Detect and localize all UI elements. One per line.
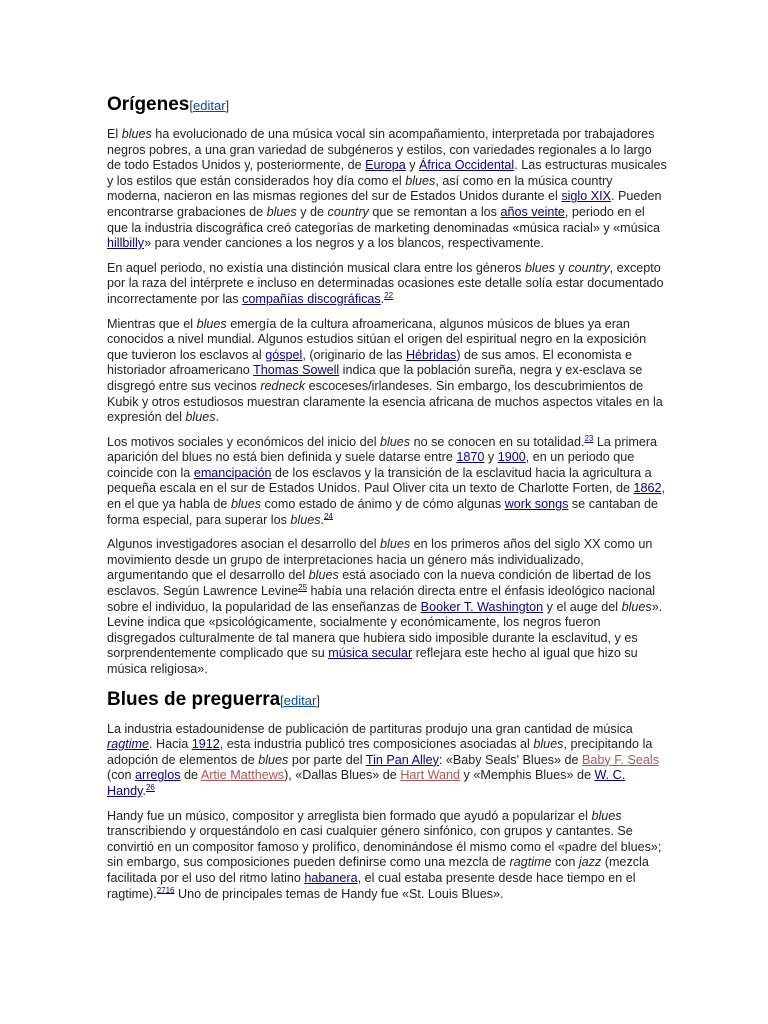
section-heading-blues-de-preguerra [107, 687, 667, 714]
text: transcribiendo y orquestándolo en casi cualquier género sinfónico, con grupos y cantantes. Se convirtió en un compositor famoso y prolífico, denominándose él mismo como el «padre del blues»; sin embargo, sus composiciones pueden definirse como una mezcla de [107, 824, 662, 870]
paragraph [107, 127, 667, 252]
text: que se remontan a los [368, 204, 501, 219]
text: . [142, 783, 146, 798]
link-artie-matthews[interactable]: Artie Matthews [200, 768, 285, 783]
italic-link-text: ragtime [107, 737, 149, 752]
link-booker-t-washington[interactable]: Booker T. Washington [420, 599, 544, 614]
text: . [380, 291, 385, 306]
reference [384, 291, 393, 300]
article-content [107, 92, 667, 911]
text: no se conocen en su totalidad. [410, 434, 585, 449]
text: » para vender canciones a los negros y a los blancos, respectivamente. [144, 236, 544, 251]
text: La primera aparición del blues no está bien definida y suele datarse entre [107, 434, 658, 465]
text: y [555, 260, 569, 275]
text: y [484, 450, 498, 465]
link-anos-veinte[interactable]: años veinte [500, 204, 565, 219]
italic-text: blues [380, 537, 411, 552]
reference-link[interactable]: 25 [298, 582, 308, 592]
italic-text: blues [121, 127, 152, 141]
italic-text: blues [405, 173, 436, 188]
text: ha evolucionado de una música vocal sin acompañamiento, interpretada por trabajadores negros pobres, a una gran variedad de subgéneros y estilos, con variedades regionales a lo largo de todo Estados Unidos y, posteriormente, de [107, 127, 655, 173]
text: En aquel periodo, no existía una distinción musical clara entre los géneros [107, 260, 525, 275]
edit-section-link-wrapper [280, 693, 320, 708]
italic-text: blues [258, 752, 289, 767]
reference [146, 783, 155, 792]
text: , en un periodo que coincide con la [107, 450, 635, 480]
text: La industria estadounidense de publicación de partituras produjo una gran cantidad de música [107, 721, 633, 736]
text: El [107, 127, 122, 141]
link-emancipacion[interactable]: emancipación [193, 465, 272, 480]
edit-section-link[interactable]: editar [283, 692, 317, 708]
reference [324, 511, 333, 520]
paragraph [107, 435, 667, 529]
reference [298, 583, 307, 592]
text: está asociado con la nueva condición de libertad de los esclavos. Según Lawrence Levine [107, 568, 652, 599]
text: , así como en la música country moderna, nacieron en las mismas regiones del sur de Estados Unidos durante el [107, 173, 613, 204]
text: como estado de ánimo y de cómo algunas [261, 497, 505, 512]
text: de los esclavos y la transición de la esclavitud hacia la agricultura a pequeña escala en el sur de Estados Unidos. Paul Oliver cita un texto de Charlotte Forten, de [107, 465, 652, 496]
text: . [320, 512, 325, 527]
text: , periodo en el que la industria discográfica creó categorías de marketing denominadas «música racial» y «música [107, 204, 661, 235]
text: , (originario de las [302, 347, 406, 362]
reference [157, 885, 175, 894]
text: escoceses/irlandeses. Sin embargo, los descubrimientos de Kubik y otros estudiosos muestran claramente la esencia africana de muchos aspectos vitales en la expresión del [107, 378, 663, 425]
italic-text: blues [230, 497, 262, 512]
reference-link[interactable]: 22 [384, 290, 394, 300]
link-companias-discograficas[interactable]: compañías discográficas [242, 291, 381, 306]
section-title: Blues de preguerra [107, 688, 281, 710]
link-1912[interactable]: 1912 [191, 737, 220, 752]
link-work-songs[interactable]: work songs [504, 497, 569, 512]
text: Uno de principales temas de Handy fue «St. Louis Blues». [174, 886, 504, 901]
link-1900[interactable]: 1900 [497, 450, 526, 465]
italic-text: blues [591, 808, 622, 823]
italic-text: country [568, 260, 610, 275]
edit-section-link[interactable]: editar [193, 98, 226, 113]
italic-text: blues [308, 568, 339, 583]
italic-text: blues [524, 260, 556, 275]
link-w-c-handy[interactable]: W. C. Handy [107, 768, 626, 798]
text: Algunos investigadores asocian el desarrollo del [107, 537, 381, 552]
italic-text: country [327, 204, 369, 219]
link-siglo-xix[interactable]: siglo XIX [561, 189, 612, 204]
italic-text: blues [266, 204, 297, 219]
italic-text: blues [196, 316, 227, 331]
link-1870[interactable]: 1870 [456, 450, 485, 465]
reference-link[interactable]: 24 [324, 511, 333, 521]
link-habanera[interactable]: habanera [304, 870, 358, 885]
paragraph [107, 809, 667, 903]
link-ragtime[interactable] [107, 737, 149, 751]
link-1862[interactable]: 1862 [633, 481, 662, 496]
text: y [405, 158, 420, 173]
text: (con [107, 768, 135, 783]
text: y de [296, 204, 328, 219]
bracket-close: ] [316, 692, 320, 708]
text: ». Levine indica que «psicológicamente, socialmente y económicamente, los negros fueron disgregados culturalmente de tal manera que hubiera sido imposible durante la esclavitud, y es sorprendentemente complicado que su [107, 599, 663, 661]
link-musica-secular[interactable]: música secular [328, 646, 413, 661]
text: , excepto por la raza del intérprete e incluso en determinadas ocasiones este detalle solía estar documentado incorrectamente por las [107, 260, 664, 306]
text: . Hacia [149, 737, 192, 752]
link-thomas-sowell[interactable]: Thomas Sowell [253, 363, 340, 378]
text: se cantaban de forma especial, para superar los [107, 497, 659, 527]
bracket-open: [ [189, 98, 193, 113]
bracket-open: [ [280, 692, 284, 708]
link-hart-wand[interactable]: Hart Wand [400, 768, 461, 783]
text: , el cual estaba presente desde hace tiempo en el ragtime). [107, 870, 636, 901]
paragraph [107, 317, 667, 426]
text: . Pueden encontrarse grabaciones de [107, 189, 662, 219]
link-europa[interactable]: Europa [365, 158, 406, 173]
text: Mientras que el [107, 316, 197, 331]
italic-text: blues [380, 434, 411, 449]
italic-text: jazz [578, 855, 602, 870]
text: había una relación directa entre el énfasis ideológico nacional sobre el individuo, la popularidad de las enseñanzas de [107, 584, 656, 614]
text: , precipitando la adopción de elementos de [107, 737, 653, 767]
text: en los primeros años del siglo XX como un movimiento desde un grupo de interpretaciones hacia un género más individualizado, argumentando que el desarrollo del [107, 537, 653, 583]
paragraph [107, 722, 667, 800]
text: de [180, 768, 201, 783]
text: reflejara este hecho al igual que hizo su música religiosa». [107, 646, 638, 676]
section-heading-origenes [107, 92, 667, 119]
text: y el auge del [543, 599, 622, 614]
text: , esta industria publicó tres composiciones asociadas al [219, 737, 534, 752]
italic-text: blues [185, 410, 216, 425]
italic-text: redneck [260, 378, 306, 393]
italic-text: blues [533, 737, 564, 752]
italic-text: blues [290, 512, 321, 527]
text: con [551, 855, 579, 870]
reference-link[interactable]: 23 [584, 433, 594, 443]
reference-link[interactable]: 26 [145, 782, 155, 792]
paragraph [107, 537, 667, 677]
link-gospel[interactable]: góspel [265, 347, 303, 362]
text: . [215, 410, 220, 425]
link-hebridas[interactable]: Hébridas [405, 347, 457, 362]
text: (mezcla facilitada por el uso del ritmo latino [107, 855, 649, 885]
link-tin-pan-alley[interactable]: Tin Pan Alley [365, 752, 439, 767]
bracket-close: ] [225, 98, 230, 113]
paragraph [107, 261, 667, 308]
link-baby-f-seals[interactable]: Baby F. Seals [582, 752, 660, 767]
reference-link[interactable]: 16 [165, 885, 175, 895]
text: Handy fue un músico, compositor y arreglista bien formado que ayudó a popularizar el [107, 808, 592, 823]
text: Los motivos sociales y económicos del inicio del [107, 434, 380, 449]
section-title: Orígenes [107, 94, 190, 115]
link-africa-occidental[interactable]: África Occidental [419, 158, 515, 173]
text: por parte del [288, 752, 366, 767]
text: ), «Dallas Blues» de [284, 768, 401, 783]
text: ) de sus amos. El economista e historiador afroamericano [107, 347, 633, 378]
text: emergía de la cultura afroamericana, algunos músicos de blues ya eran conocidos a nivel mundial. Algunos estudios sitúan el origen del espiritual negro en la exposición que tuvieron los esclavos al [107, 316, 647, 362]
text: , en el que ya habla de [107, 481, 665, 512]
text: indica que la población sureña, negra y ex-esclava se disgregó entre sus vecinos [107, 363, 643, 393]
link-hillbilly[interactable]: hillbilly [107, 236, 145, 251]
text: : «Baby Seals' Blues» de [438, 752, 583, 767]
italic-text: blues [621, 599, 652, 614]
reference-link[interactable]: 27 [156, 885, 166, 895]
italic-text: ragtime [509, 855, 552, 870]
edit-section-link-wrapper [189, 98, 229, 113]
text: y «Memphis Blues» de [460, 768, 595, 783]
link-arreglos[interactable]: arreglos [135, 768, 181, 783]
text: . Las estructuras musicales y los estilos que están considerados hoy día como el [107, 158, 667, 188]
